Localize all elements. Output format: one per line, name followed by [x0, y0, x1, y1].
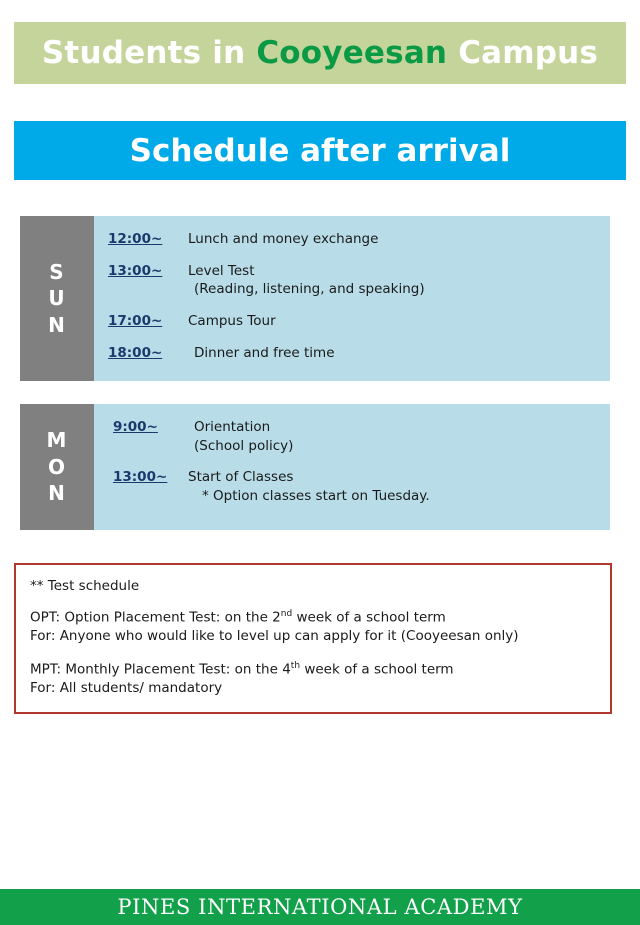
note-ordinal-suffix: nd: [280, 609, 293, 619]
page-title-prefix: Students in: [41, 35, 257, 71]
schedule-entry: [108, 418, 610, 455]
entry-text: Campus Tour: [188, 312, 276, 329]
subtitle-banner: [14, 121, 626, 180]
schedule-block-monday: [20, 404, 610, 530]
note-group-mpt: [30, 660, 596, 698]
footer-banner: [0, 889, 640, 925]
entry-time: 18:00~: [108, 344, 163, 361]
note-line: For: Anyone who would like to level up can apply for it (Cooyeesan only): [30, 628, 519, 645]
entry-body: [188, 418, 293, 455]
schedule-entry: [108, 262, 610, 299]
day-letter: M: [46, 428, 68, 453]
schedule-block-sunday: [20, 216, 610, 381]
entry-time: 13:00~: [108, 262, 163, 279]
note-line-text: MPT: Monthly Placement Test: on the 4: [30, 661, 291, 678]
note-line-text-end: week of a school term: [292, 609, 446, 626]
note-line: [30, 608, 596, 627]
schedule-entry: [108, 312, 610, 331]
entry-time: 13:00~: [113, 469, 168, 486]
note-line: [30, 660, 596, 679]
page-title-highlight: Cooyeesan: [256, 35, 448, 71]
schedule-entries-sunday: [94, 216, 610, 381]
entry-subtext: * Option classes start on Tuesday.: [202, 487, 430, 504]
test-schedule-note: [14, 563, 612, 714]
entry-text: Lunch and money exchange: [188, 231, 379, 247]
entry-time: 12:00~: [108, 231, 163, 247]
entry-body: [188, 312, 276, 331]
entry-text: Level Test: [188, 262, 255, 279]
subtitle-text: Schedule after arrival: [129, 132, 511, 169]
day-letter: N: [48, 481, 66, 506]
entry-text: Orientation: [194, 419, 271, 435]
note-line-text: OPT: Option Placement Test: on the 2: [30, 609, 281, 626]
entry-time: 17:00~: [108, 312, 163, 329]
title-banner: [14, 22, 626, 84]
note-line-text-end: week of a school term: [300, 661, 454, 678]
schedule-entry: [108, 344, 610, 363]
entry-body: [188, 230, 378, 249]
note-ordinal-suffix: th: [290, 660, 301, 671]
entry-body: [188, 344, 335, 363]
day-letter: U: [48, 286, 66, 311]
schedule-entry: [108, 468, 610, 505]
page-title: [42, 35, 598, 71]
day-letter: O: [47, 454, 66, 479]
day-label-sunday: [20, 216, 94, 381]
note-heading: ** Test schedule: [30, 578, 140, 594]
entry-time: 9:00~: [113, 419, 158, 435]
footer-text: PINES INTERNATIONAL ACADEMY: [117, 895, 523, 919]
schedule-entry: [108, 230, 610, 249]
note-line: For: All students/ mandatory: [30, 679, 223, 696]
entry-subtext: (School policy): [194, 437, 294, 454]
day-letter: N: [48, 312, 66, 337]
schedule-entries-monday: [94, 404, 610, 530]
entry-text: Dinner and free time: [194, 344, 335, 361]
day-label-monday: [20, 404, 94, 530]
entry-text: Start of Classes: [188, 469, 294, 486]
entry-subtext: (Reading, listening, and speaking): [194, 281, 425, 298]
entry-body: [188, 468, 430, 505]
page-title-suffix: Campus: [447, 35, 599, 71]
day-letter: S: [49, 259, 65, 284]
note-group-opt: [30, 608, 596, 646]
entry-body: [188, 262, 425, 299]
